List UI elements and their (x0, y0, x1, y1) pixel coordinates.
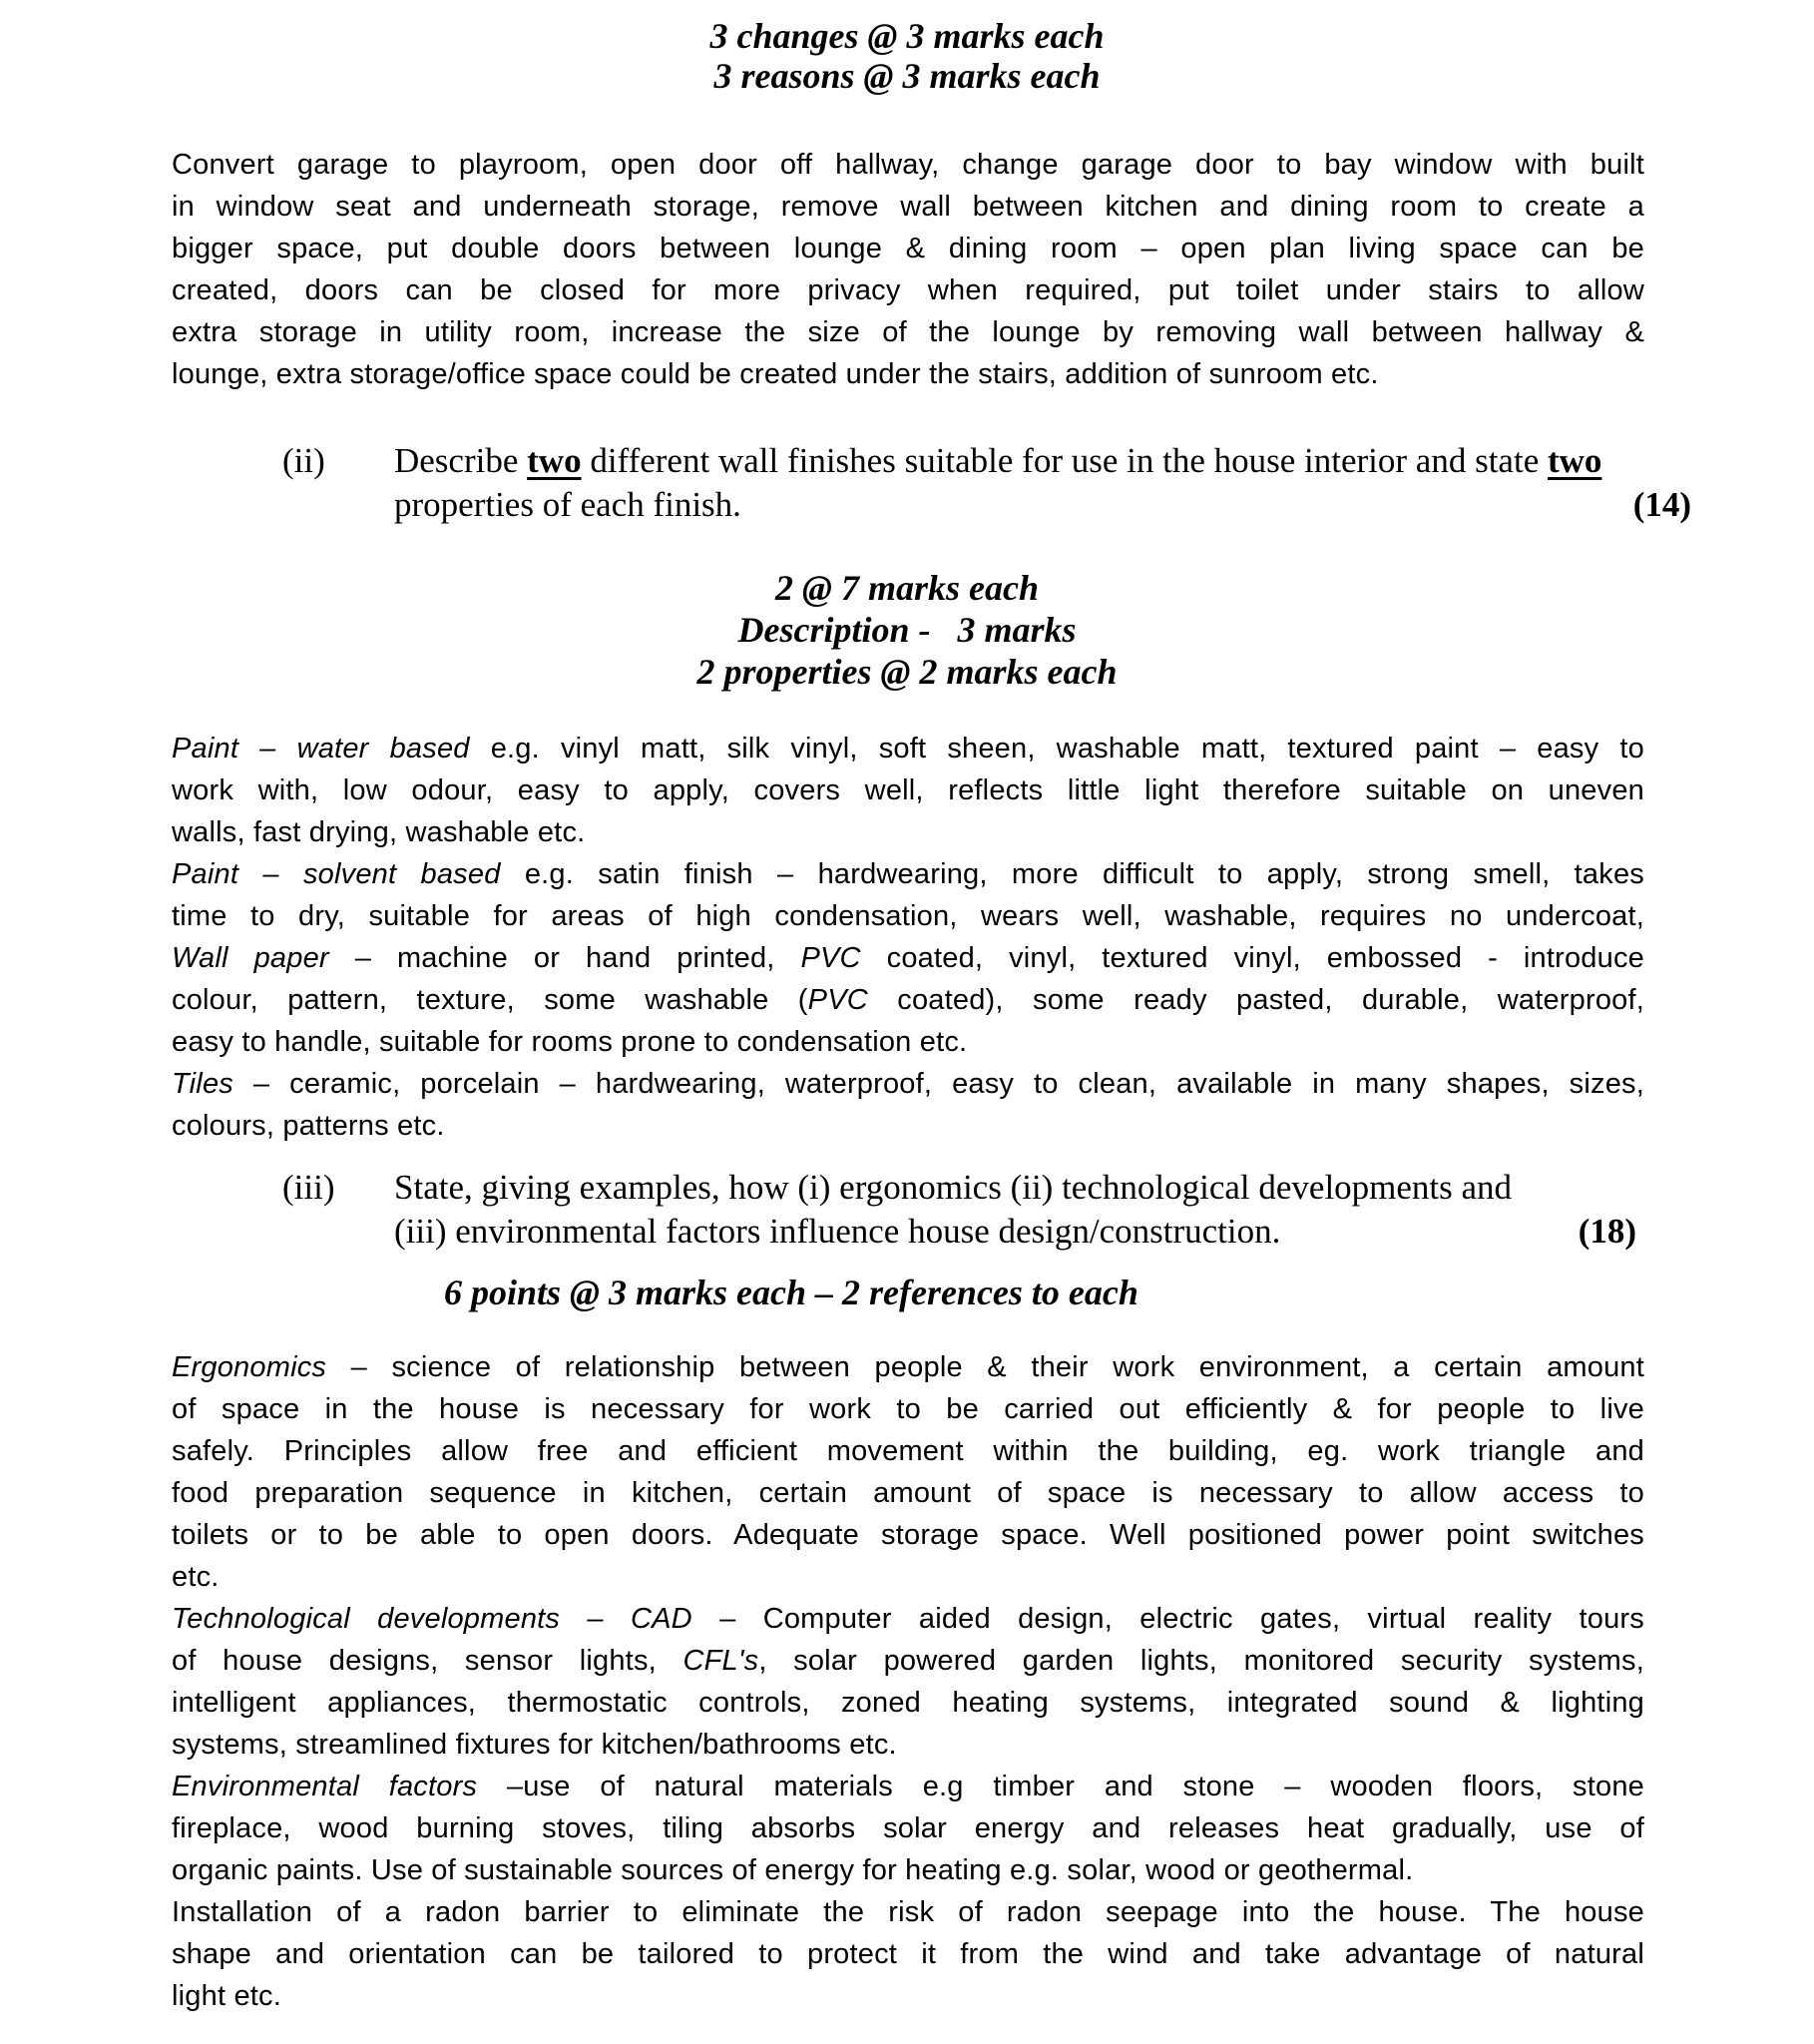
marks-allocation: (14) (1632, 485, 1691, 524)
text-segment: systems, streamlined fixtures for kitchen/bathrooms etc. (172, 1729, 897, 1761)
text-segment: – Computer aided design, electric gates, virtual reality tours (691, 1603, 1644, 1635)
text-segment: toilets or to be able to open doors. Adequate storage space. Well positioned power point switches (172, 1519, 1644, 1551)
text-segment: fireplace, wood burning stoves, tiling absorbs solar energy and releases heat gradually, use of (172, 1812, 1644, 1844)
text-segment: PVC (800, 942, 861, 974)
text-line (172, 311, 1644, 353)
question-item-iii (282, 1166, 1691, 1254)
text-line (172, 979, 1644, 1021)
marks-note-line: 2 properties @ 2 marks each (696, 652, 1118, 692)
text-segment: – science of relationship between people & their work environment, a certain amount (350, 1351, 1644, 1383)
text-segment: Describe (394, 441, 528, 480)
text-segment: bigger space, put double doors between lounge & dining room – open plan living space can be (172, 233, 1644, 264)
text-segment: coated, vinyl, textured vinyl, embossed - introduce (860, 942, 1644, 974)
text-line (172, 811, 1644, 853)
answer-paragraph-influences (172, 1346, 1644, 2017)
text-segment: two (527, 441, 582, 480)
text-line (172, 228, 1644, 269)
marks-note-line: 3 changes @ 3 marks each (709, 16, 1105, 56)
text-segment: – ceramic, porcelain – hardwearing, waterproof, easy to clean, available in many shapes, sizes, (252, 1068, 1644, 1100)
text-segment: of house designs, sensor lights, (172, 1645, 683, 1677)
text-line (172, 186, 1644, 228)
text-line (172, 937, 1644, 979)
question-text: (iii) environmental factors influence house design/construction. (394, 1212, 1281, 1251)
text-segment: of space in the house is necessary for work to be carried out efficiently & for people to live (172, 1393, 1644, 1425)
text-line (172, 1640, 1644, 1682)
text-line (172, 353, 1644, 395)
text-segment: Ergonomics (172, 1351, 351, 1383)
text-line (172, 1063, 1644, 1105)
text-segment: walls, fast drying, washable etc. (172, 816, 586, 848)
text-segment: shape and orientation can be tailored to protect it from the wind and take advantage of natural (172, 1938, 1644, 1970)
text-line (172, 853, 1644, 895)
text-line (172, 728, 1644, 769)
text-segment: coated), some ready pasted, durable, waterproof, (867, 984, 1644, 1016)
marks-allocation: (18) (1578, 1212, 1636, 1251)
text-segment: Installation of a radon barrier to eliminate the risk of radon seepage into the house. The house (172, 1896, 1644, 1928)
text-line (172, 1682, 1644, 1724)
text-line (172, 144, 1644, 186)
text-segment: organic paints. Use of sustainable sources of energy for heating e.g. solar, wood or geothermal. (172, 1854, 1414, 1886)
text-line (172, 1556, 1644, 1598)
text-segment: e.g. satin finish – hardwearing, more difficult to apply, strong smell, takes (524, 858, 1644, 890)
text-line (172, 769, 1644, 811)
text-segment: Technological developments (172, 1603, 588, 1635)
text-segment: e.g. vinyl matt, silk vinyl, soft sheen, washable matt, textured paint – easy to (490, 733, 1644, 765)
text-segment: Paint – solvent based (172, 858, 525, 890)
text-segment: two (1547, 441, 1602, 480)
text-segment: – machine or hand printed, (354, 942, 801, 974)
text-line (172, 1849, 1644, 1891)
marks-note-points: 6 points @ 3 marks each – 2 references to each (444, 1273, 1138, 1312)
marks-note-line: Description - 3 marks (737, 610, 1077, 650)
text-segment: safely. Principles allow free and efficient movement within the building, eg. work triangle and (172, 1435, 1644, 1467)
question-item-ii (282, 439, 1691, 527)
answer-paragraph-changes (172, 144, 1644, 395)
text-segment: CFL's (682, 1645, 759, 1677)
text-line (172, 1514, 1644, 1556)
question-number: (iii) (282, 1168, 335, 1207)
text-line (172, 1388, 1644, 1430)
text-line (172, 895, 1644, 937)
text-segment: in window seat and underneath storage, remove wall between kitchen and dining room to create a (172, 191, 1644, 223)
question-number: (ii) (282, 441, 325, 480)
text-line (172, 1598, 1644, 1640)
text-segment: work with, low odour, easy to apply, covers well, reflects little light therefore suitable on uneven (172, 774, 1644, 806)
text-segment: –use of natural materials e.g timber and stone – wooden floors, stone (506, 1771, 1644, 1802)
question-text-line (394, 1210, 1691, 1254)
marks-note-line: 3 reasons @ 3 marks each (713, 56, 1101, 96)
text-segment: different wall finishes suitable for use in the house interior and state (581, 441, 1548, 480)
marks-note-wall-finishes (0, 567, 1814, 693)
text-segment: extra storage in utility room, increase the size of the lounge by removing wall between hallway & (172, 316, 1644, 348)
question-text-line: State, giving examples, how (i) ergonomics (ii) technological developments and (394, 1168, 1513, 1207)
text-segment: lounge, extra storage/office space could be created under the stairs, addition of sunroom etc. (172, 358, 1379, 390)
text-line (172, 1430, 1644, 1472)
text-segment: Convert garage to playroom, open door off hallway, change garage door to bay window with built (172, 149, 1644, 181)
text-segment: colours, patterns etc. (172, 1110, 445, 1142)
text-line (172, 269, 1644, 311)
text-line (172, 1975, 1644, 2017)
text-line (172, 1346, 1644, 1388)
text-segment: etc. (172, 1561, 220, 1593)
text-segment: , solar powered garden lights, monitored security systems, (758, 1645, 1644, 1677)
text-segment: PVC (807, 984, 868, 1016)
text-segment: time to dry, suitable for areas of high condensation, wears well, washable, requires no undercoat, (172, 900, 1644, 932)
text-segment: Wall paper (172, 942, 355, 974)
text-segment: light etc. (172, 1980, 281, 2012)
text-line (172, 1724, 1644, 1766)
text-segment: intelligent appliances, thermostatic controls, zoned heating systems, integrated sound & lighting (172, 1687, 1644, 1719)
text-line (172, 1766, 1644, 1807)
marks-note-line: 2 @ 7 marks each (775, 568, 1039, 608)
text-line (172, 1105, 1644, 1147)
answer-paragraph-wall-finishes (172, 728, 1644, 1147)
text-line (172, 1891, 1644, 1933)
text-segment: Tiles (172, 1068, 253, 1100)
marks-note-changes (0, 16, 1814, 96)
text-segment: created, doors can be closed for more privacy when required, put toilet under stairs to allow (172, 274, 1644, 306)
text-line (172, 1933, 1644, 1975)
text-line (172, 1472, 1644, 1514)
text-segment: Environmental factors (172, 1771, 507, 1802)
question-text-line (394, 483, 1691, 527)
text-segment: – (587, 1603, 631, 1635)
text-segment: CAD (630, 1603, 692, 1635)
question-text: properties of each finish. (394, 485, 741, 524)
question-text-line (394, 439, 1691, 483)
text-segment: colour, pattern, texture, some washable ( (172, 984, 808, 1016)
text-segment: food preparation sequence in kitchen, certain amount of space is necessary to allow access to (172, 1477, 1644, 1509)
text-segment: easy to handle, suitable for rooms prone to condensation etc. (172, 1026, 968, 1058)
text-segment: Paint – water based (172, 733, 491, 765)
text-line (172, 1807, 1644, 1849)
text-line (172, 1021, 1644, 1063)
